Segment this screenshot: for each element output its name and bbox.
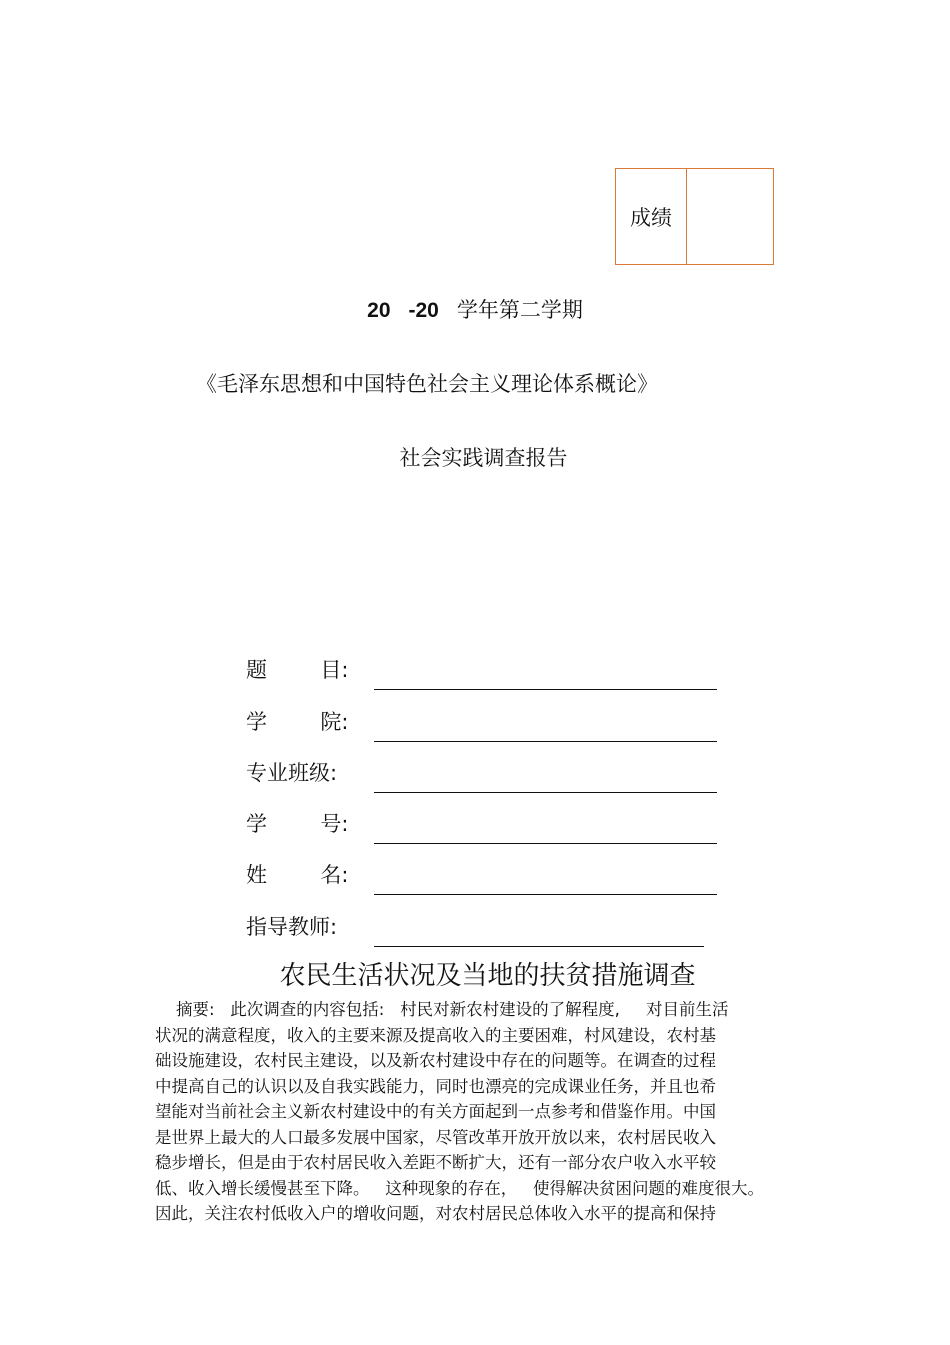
field-advisor xyxy=(246,909,726,949)
year-end: -20 xyxy=(408,299,439,322)
field-topic xyxy=(246,652,726,692)
field-advisor-label: 指导教师: xyxy=(246,915,338,939)
abstract-line: 础设施建设，农村民主建设，以及新农村建设中存在的问题等。在调查的过程 xyxy=(155,1051,716,1070)
field-name-label: 姓 名: xyxy=(246,863,349,887)
report-type: 社会实践调查报告 xyxy=(399,446,568,470)
abstract-line: 摘要: 此次调查的内容包括: 村民对新农村建设的了解程度, 对目前生活 xyxy=(155,1000,729,1019)
abstract xyxy=(155,997,815,1227)
field-student-id-input[interactable] xyxy=(374,843,717,844)
score-box xyxy=(615,168,774,265)
course-title: 《毛泽东思想和中国特色社会主义理论体系概论》 xyxy=(196,372,658,396)
field-advisor-input[interactable] xyxy=(374,946,704,947)
field-name-input[interactable] xyxy=(374,894,717,895)
abstract-line: 因此，关注农村低收入户的增收问题，对农村居民总体收入水平的提高和保持 xyxy=(155,1204,716,1223)
abstract-line: 望能对当前社会主义新农村建设中的有关方面起到一点参考和借鉴作用。中国 xyxy=(155,1102,716,1121)
article-title: 农民生活状况及当地的扶贫措施调查 xyxy=(279,961,696,991)
abstract-line: 是世界上最大的人口最多发展中国家，尽管改革开放开放以来，农村居民收入 xyxy=(155,1127,716,1147)
field-student-id-label: 学 号: xyxy=(246,812,349,836)
semester-line xyxy=(0,294,950,324)
score-label: 成绩 xyxy=(616,169,687,264)
field-class-input[interactable] xyxy=(374,792,717,793)
score-value-cell[interactable] xyxy=(687,169,773,264)
field-topic-label: 题 目: xyxy=(246,658,349,682)
field-name xyxy=(246,857,726,897)
field-college xyxy=(246,704,726,744)
field-college-input[interactable] xyxy=(374,741,717,742)
year-start: 20 xyxy=(367,299,391,322)
field-college-label: 学 院: xyxy=(246,710,349,734)
abstract-line: 低、收入增长缓慢甚至下降。 这种现象的存在， 使得解决贫困问题的难度很大。 xyxy=(155,1178,764,1198)
term-text: 学年第二学期 xyxy=(456,298,583,322)
field-class-label: 专业班级: xyxy=(246,761,338,785)
field-class xyxy=(246,755,726,795)
abstract-line: 状况的满意程度，收入的主要来源及提高收入的主要困难，村风建设，农村基 xyxy=(155,1025,716,1045)
field-topic-input[interactable] xyxy=(374,689,717,690)
abstract-line: 中提高自己的认识以及自我实践能力，同时也漂亮的完成课业任务，并且也希 xyxy=(155,1076,716,1096)
field-student-id xyxy=(246,806,726,846)
abstract-line: 稳步增长，但是由于农村居民收入差距不断扩大，还有一部分农户收入水平较 xyxy=(155,1153,716,1172)
